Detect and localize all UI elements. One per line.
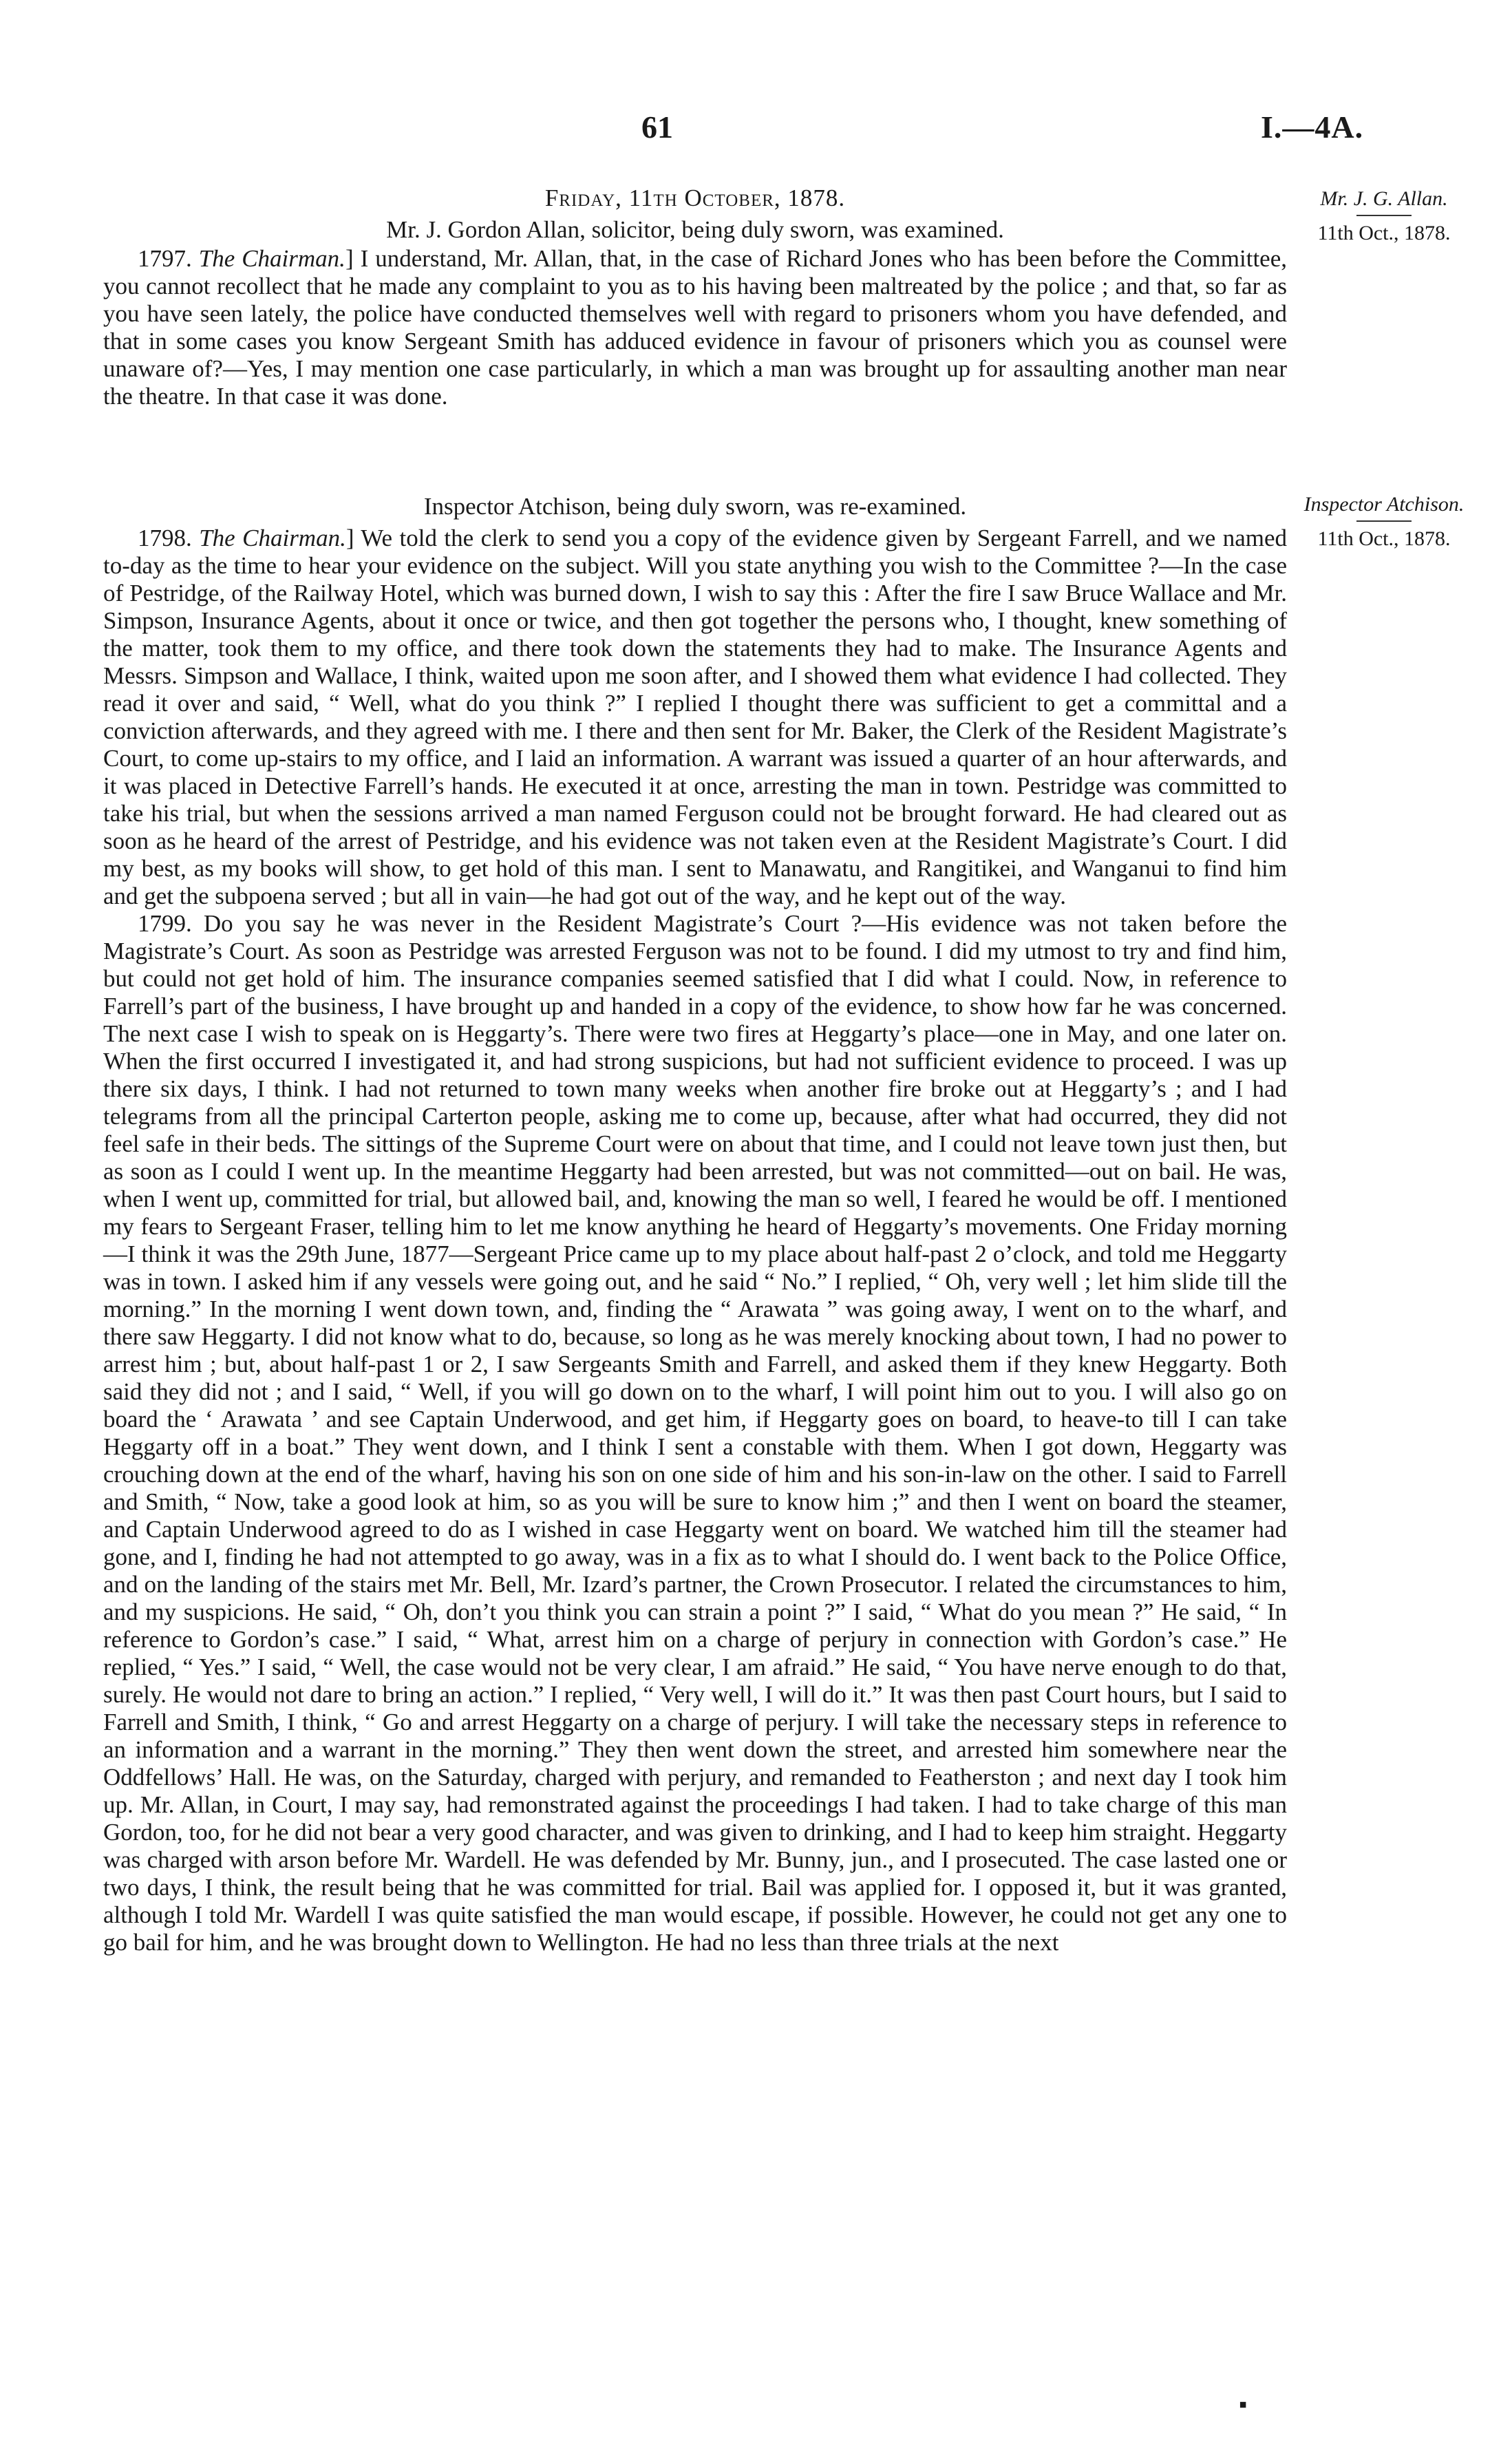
- paragraph-text: ] I understand, Mr. Allan, that, in the case of Richard Jones who has been before the Committee, you cannot recollect that he made any complaint to you as to his having been maltreated by the police ; and that, so far as you have seen lately, the police have conducted themselves well with regard to prisoners whom you have defended, and that in some cases you know Sergeant Smith has adduced evidence in favour of prisoners which you as counsel were unaware of?—Yes, I may mention one case particularly, in which a man was brought up for assaulting another man near the theatre. In that case it was done.: [103, 245, 1287, 410]
- atchison-sidenote: [1291, 493, 1477, 551]
- speaker: The Chairman.: [198, 245, 345, 272]
- sidenote-rule: [1356, 520, 1412, 522]
- sidenote-date: 11th Oct., 1878.: [1317, 527, 1451, 550]
- paragraph-1798: [103, 525, 1287, 910]
- allan-testimony: [103, 245, 1287, 410]
- atchison-witness-intro: Inspector Atchison, being duly sworn, was re-examined.: [423, 493, 967, 520]
- sidenote-name: Inspector Atchison.: [1303, 493, 1465, 516]
- document-reference: I.—4A.: [1261, 109, 1364, 145]
- paragraph-1799: [103, 910, 1287, 1956]
- atchison-testimony: [103, 525, 1287, 1956]
- paragraph-text: Do you say he was never in the Resident Magistrate’s Court ?—His evidence was not taken before the Magistrate’s Court. As soon as Pestridge was arrested Ferguson was not to be found. I did my utmost to try and find him, but could not get hold of him. The insurance companies seemed satisfied that I did what I could. Now, in reference to Farrell’s part of the business, I have brought up and handed in a copy of the evidence, to show how far he was concerned. The next case I wish to speak on is Heggarty’s. There were two fires at Heggarty’s place—one in May, and one later on. When the first occurred I investigated it, and had strong suspicions, but had not sufficient evidence to proceed. I was up there six days, I think. I had not returned to town many weeks when another fire broke out at Heggarty’s ; and I had telegrams from all the principal Carterton people, asking me to come up, because, after what had occurred, they did not feel safe in their beds. The sittings of the Supreme Court were on about that time, and I could not leave town just then, but as soon as I could I went up. In the meantime Heggarty had been arrested, but was not committed—out on bail. He was, when I went up, committed for trial, but allowed bail, and, knowing the man so well, I feared he would be off. I mentioned my fears to Sergeant Fraser, telling him to let me know anything he heard of Heggarty’s movements. One Friday morning—I think it was the 29th June, 1877—Sergeant Price came up to my place about half-past 2 o’clock, and told me Heggarty was in town. I asked him if any vessels were going out, and he said “ No.” I replied, “ Oh, very well ; let him slide till the morning.” In the morning I went down town, and, finding the “ Arawata ” was going away, I went on to the wharf, and there saw Heggarty. I did not know what to do, because, so long as he was merely knocking about town, I had no power to arrest him ; but, about half-past 1 or 2, I saw Sergeants Smith and Farrell, and asked them if they knew Heggarty. Both said they did not ; and I said, “ Well, if you will go down on to the wharf, I will point him out to you. I will also go on board the ‘ Arawata ’ and see Captain Underwood, and get him, if Heggarty goes on board, to heave-to till I can take Heggarty off in a boat.” They went down, and I think I sent a constable with them. When I got down, Heggarty was crouching down at the end of the wharf, having his son on one side of him and his son-in-law on the other. I said to Farrell and Smith, “ Now, take a good look at him, so as you will be sure to know him ;” and then I went on board the steamer, and Captain Underwood agreed to do as I wished in case Heggarty went on board. We watched him till the steamer had gone, and I, finding he had not attempted to go away, was in a fix as to what I should do. I went back to the Police Office, and on the landing of the stairs met Mr. Bell, Mr. Izard’s partner, the Crown Prosecutor. I related the circumstances to him, and my suspicions. He said, “ Oh, don’t you think you can strain a point ?” I said, “ What do you mean ?” He said, “ In reference to Gordon’s case.” I said, “ What, arrest him on a charge of perjury in connection with Gordon’s case.” He replied, “ Yes.” I said, “ Well, the case would not be very clear, I am afraid.” He said, “ You have nerve enough to do that, surely. He would not dare to bring an action.” I replied, “ Very well, I will do it.” It was then past Court hours, but I said to Farrell and Smith, I think, “ Go and arrest Heggarty on a charge of perjury. I will take the necessary steps in reference to an information and a warrant in the morning.” They then went down the street, and arrested him somewhere near the Oddfellows’ Hall. He was, on the Saturday, charged with perjury, and remanded to Featherston ; and next day I took him up. Mr. Allan, in Court, I may say, had remonstrated against the proceedings I had taken. I had to take charge of this man Gordon, too, for he did not bear a very good character, and was given to drinking, and I had to keep him straight. Heggarty was charged with arson before Mr. Wardell. He was defended by Mr. Bunny, jun., and I prosecuted. The case lasted one or two days, I think, the result being that he was committed for trial. Bail was applied for. I opposed it, but it was granted, although I told Mr. Wardell I was quite satisfied the man would escape, if possible. However, he could not get any one to go bail for him, and he was brought down to Wellington. He had no less than three trials at the next: [103, 910, 1288, 1956]
- paragraph-number: 1799.: [138, 910, 192, 937]
- paragraph-1797: [103, 245, 1287, 410]
- date-heading: Friday, 11th October, 1878.: [544, 184, 846, 211]
- sidenote-date: 11th Oct., 1878.: [1317, 222, 1451, 244]
- sidenote-name: Mr. J. G. Allan.: [1320, 187, 1448, 210]
- speaker: The Chairman.: [199, 525, 346, 551]
- page-number: 61: [641, 109, 673, 145]
- allan-sidenote: [1291, 187, 1477, 245]
- paragraph-text: ] We told the clerk to send you a copy of the evidence given by Sergeant Farrell, and we named to-day as the time to hear your evidence on the subject. Will you state anything you wish to the Committee ?—In the case of Pestridge, of the Railway Hotel, which was burned down, I wish to say this : After the fire I saw Bruce Wallace and Mr. Simpson, Insurance Agents, about it once or twice, and then got together the persons who, I thought, knew something of the matter, took them to my office, and there took down the statements they had to make. The Insurance Agents and Messrs. Simpson and Wallace, I think, waited upon me soon after, and I showed them what evidence I had collected. They read it over and said, “ Well, what do you think ?” I replied I thought there was sufficient to get a committal and a conviction afterwards, and they agreed with me. I there and then sent for Mr. Baker, the Clerk of the Resident Magistrate’s Court, to come up-stairs to my office, and I laid an information. A warrant was issued a quarter of an hour afterwards, and it was placed in Detective Farrell’s hands. He executed it at once, arresting the man in town. Pestridge was committed to take his trial, but when the sessions arrived a man named Ferguson could not be brought forward. He had cleared out as soon as he heard of the arrest of Pestridge, and his evidence was not taken even at the Resident Magistrate’s Court. I did my best, as my books will show, to get hold of this man. I sent to Manawatu, and Rangitikei, and Wanganui to find him and get the subpoena served ; but all in vain—he had got out of the way, and he kept out of the way.: [103, 525, 1287, 909]
- allan-witness-intro: Mr. J. Gordon Allan, solicitor, being duly sworn, was examined.: [386, 216, 1004, 243]
- sidenote-rule: [1356, 215, 1412, 216]
- paragraph-number: 1798.: [138, 525, 192, 551]
- paragraph-number: 1797.: [138, 245, 192, 272]
- ink-mark: ▪: [1239, 2392, 1248, 2418]
